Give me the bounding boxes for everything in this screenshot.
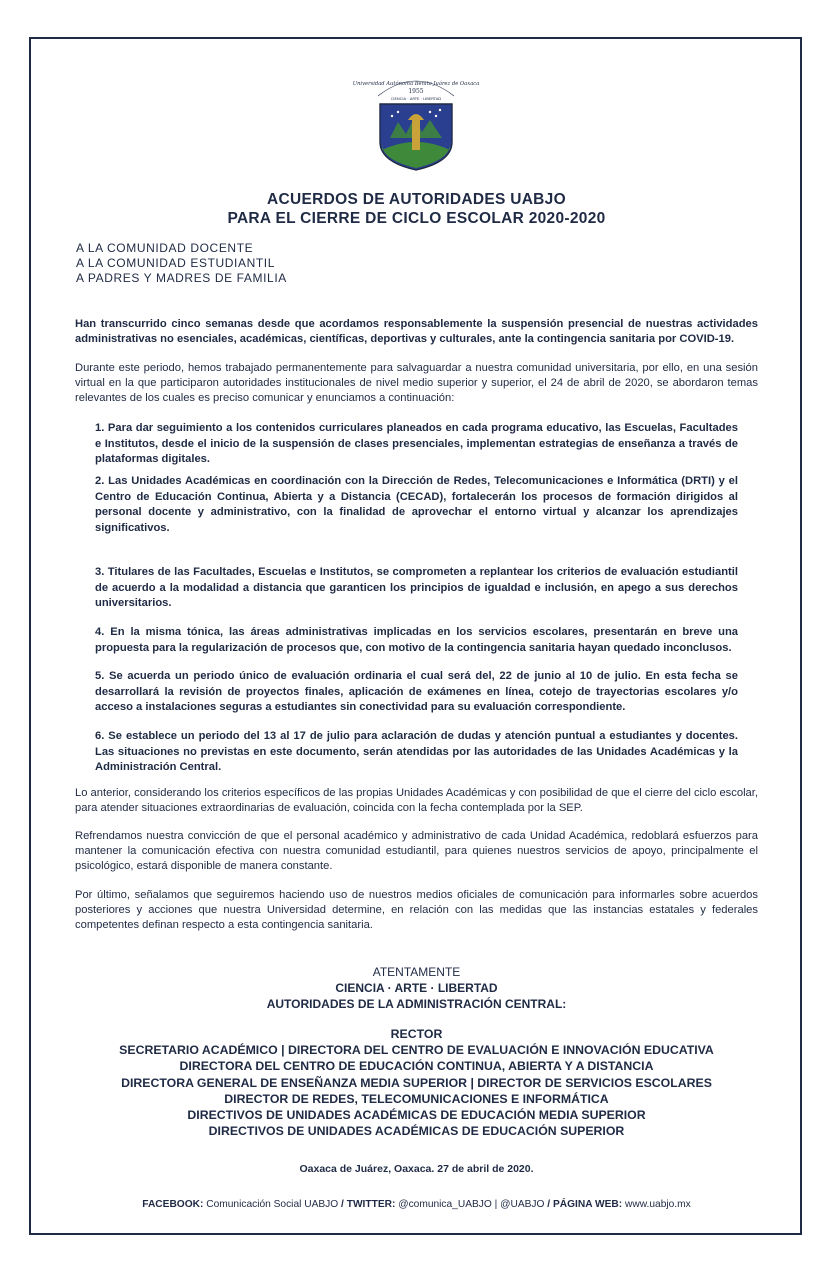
signatory-line: DIRECTORA GENERAL DE ENSEÑANZA MEDIA SUPERIOR | DIRECTOR DE SERVICIOS ESCOLARES [121,1075,712,1090]
agreement-item-6: 6. Se establece un periodo del 13 al 17 de julio para aclaración de dudas y atención puntual a estudiantes y docentes. Las situaciones no previstas en este documento, serán atendidas por las autoridades de las Unidades Académicas y la Administración Central. [95,730,738,773]
addressee-estudiantil: A LA COMUNIDAD ESTUDIANTIL [76,256,275,270]
agreement-item-4: 4. En la misma tónica, las áreas administrativas implicadas en los servicios escolares, presentarán en breve una propuesta para la regularización de procesos que, con motivo de la contingencia sanitaria hayan quedado inconclusos. [95,626,738,654]
document-title-line-2: PARA EL CIERRE DE CICLO ESCOLAR 2020-2020 [227,210,606,227]
intro-paragraph: Han transcurrido cinco semanas desde que acordamos responsablemente la suspensión presencial de nuestras actividades administrativas no esenciales, académicas, científicas, deportivas y culturales, ante la contingencia sanitaria por COVID-19. [75,318,758,345]
twitter-link[interactable]: @comunica_UABJO | @UABJO [398,1199,545,1210]
contact-footer [0,1199,833,1210]
agreement-item-5: 5. Se acuerda un periodo único de evaluación ordinaria el cual será del, 22 de junio al 10 de julio. En esta fecha se desarrollará la revisión de proyectos finales, aplicación de exámenes en línea, cotejo de trayectorias escolares y/o acceso a instalaciones seguras a estudiantes sin conectividad para su evaluación correspondiente. [95,670,738,713]
closing-paragraph-3: Por último, señalamos que seguiremos haciendo uso de nuestros medios oficiales de comunicación para informarles sobre acuerdos posteriores y acciones que nuestra Universidad determine, en relación con las medidas que las instancias estatales y federales competentes definan respecto a esta contingencia sanitaria. [75,889,758,931]
addressees [76,241,287,286]
closing-paragraph-2: Refrendamos nuestra convicción de que el personal académico y administrativo de cada Unidad Académica, redoblará esfuerzos para mantener la comunicación efectiva con nuestra comunidad estudiantil, para quienes nuestros servicios de apoyo, principalmente el psicológico, estará disponible de manera constante. [75,830,758,872]
university-crest-logo [352,70,480,172]
agreement-item-2: 2. Las Unidades Académicas en coordinación con la Dirección de Redes, Telecomunicaciones e Informática (DRTI) y el Centro de Educación Continua, Abierta y a Distancia (CECAD), fortalecerán los procesos de formación dirigidos al personal docente y administrativo, con la finalidad de aprovechar el entorno virtual y alcanzar los aprendizajes significativos. [95,475,738,534]
website-link[interactable]: www.uabjo.mx [625,1199,691,1210]
svg-text:1955: 1955 [408,88,424,95]
signatory-line: DIRECTIVOS DE UNIDADES ACADÉMICAS DE EDUCACIÓN SUPERIOR [208,1124,625,1139]
facebook-label: FACEBOOK: [142,1199,204,1210]
web-label: PÁGINA WEB: [552,1199,623,1210]
signoff-motto: CIENCIA · ARTE · LIBERTAD [335,981,498,995]
signatory-line: DIRECTORA DEL CENTRO DE EDUCACIÓN CONTINUA, ABIERTA Y A DISTANCIA [179,1059,654,1074]
signatory-line: DIRECTIVOS DE UNIDADES ACADÉMICAS DE EDUCACIÓN MEDIA SUPERIOR [187,1108,646,1123]
svg-text:CIENCIA · ARTE · LIBERTAD: CIENCIA · ARTE · LIBERTAD [390,96,442,101]
closing-paragraph-1: Lo anterior, considerando los criterios específicos de las propias Unidades Académicas y con posibilidad de que el cierre del ciclo escolar, para atender situaciones extraordinarias de evaluación, coincida con la fecha contemplada por la SEP. [75,787,758,814]
svg-text:Universidad Autónoma Benito Ju: Universidad Autónoma Benito Juárez de Oaxaca [352,81,480,87]
twitter-label: TWITTER: [346,1199,396,1210]
footer-separator: / [547,1199,551,1210]
context-paragraph: Durante este periodo, hemos trabajado permanentemente para salvaguardar a nuestra comunidad universitaria, por ello, en una sesión virtual en la que participaron autoridades institucionales de nivel medio superior y superior, el 24 de abril de 2020, se abordaron temas relevantes de los cuales es preciso comunicar y enunciamos a continuación: [75,362,758,404]
facebook-link[interactable]: Comunicación Social UABJO [206,1199,339,1210]
signatory-line: DIRECTOR DE REDES, TELECOMUNICACIONES E INFORMÁTICA [224,1091,609,1106]
agreement-item-1: 1. Para dar seguimiento a los contenidos curriculares planeados en cada programa educativo, las Escuelas, Facultades e Institutos, desde el inicio de la suspensión de clases presenciales, implementan estrategias de enseñanza a través de plataformas digitales. [95,422,738,465]
signoff-authorities: AUTORIDADES DE LA ADMINISTRACIÓN CENTRAL: [266,997,567,1011]
signatory-line: SECRETARIO ACADÉMICO | DIRECTORA DEL CENTRO DE EVALUACIÓN E INNOVACIÓN EDUCATIVA [119,1043,714,1058]
signatory-line: RECTOR [390,1027,443,1041]
agreement-item-3: 3. Titulares de las Facultades, Escuelas e Institutos, se comprometen a replantear los criterios de evaluación estudiantil de acuerdo a la modalidad a distancia que garanticen los principios de igualdad e inclusión, en apego a sus derechos universitarios. [95,566,738,609]
signatories-list [0,1026,833,1139]
addressee-docente: A LA COMUNIDAD DOCENTE [76,241,254,255]
place-and-date: Oaxaca de Juárez, Oaxaca. 27 de abril de 2020. [299,1163,534,1175]
addressee-padres: A PADRES Y MADRES DE FAMILIA [76,271,287,285]
signoff-atentamente: ATENTAMENTE [372,965,461,979]
document-title-line-1: ACUERDOS DE AUTORIDADES UABJO [267,191,566,208]
footer-separator: / [341,1199,344,1210]
